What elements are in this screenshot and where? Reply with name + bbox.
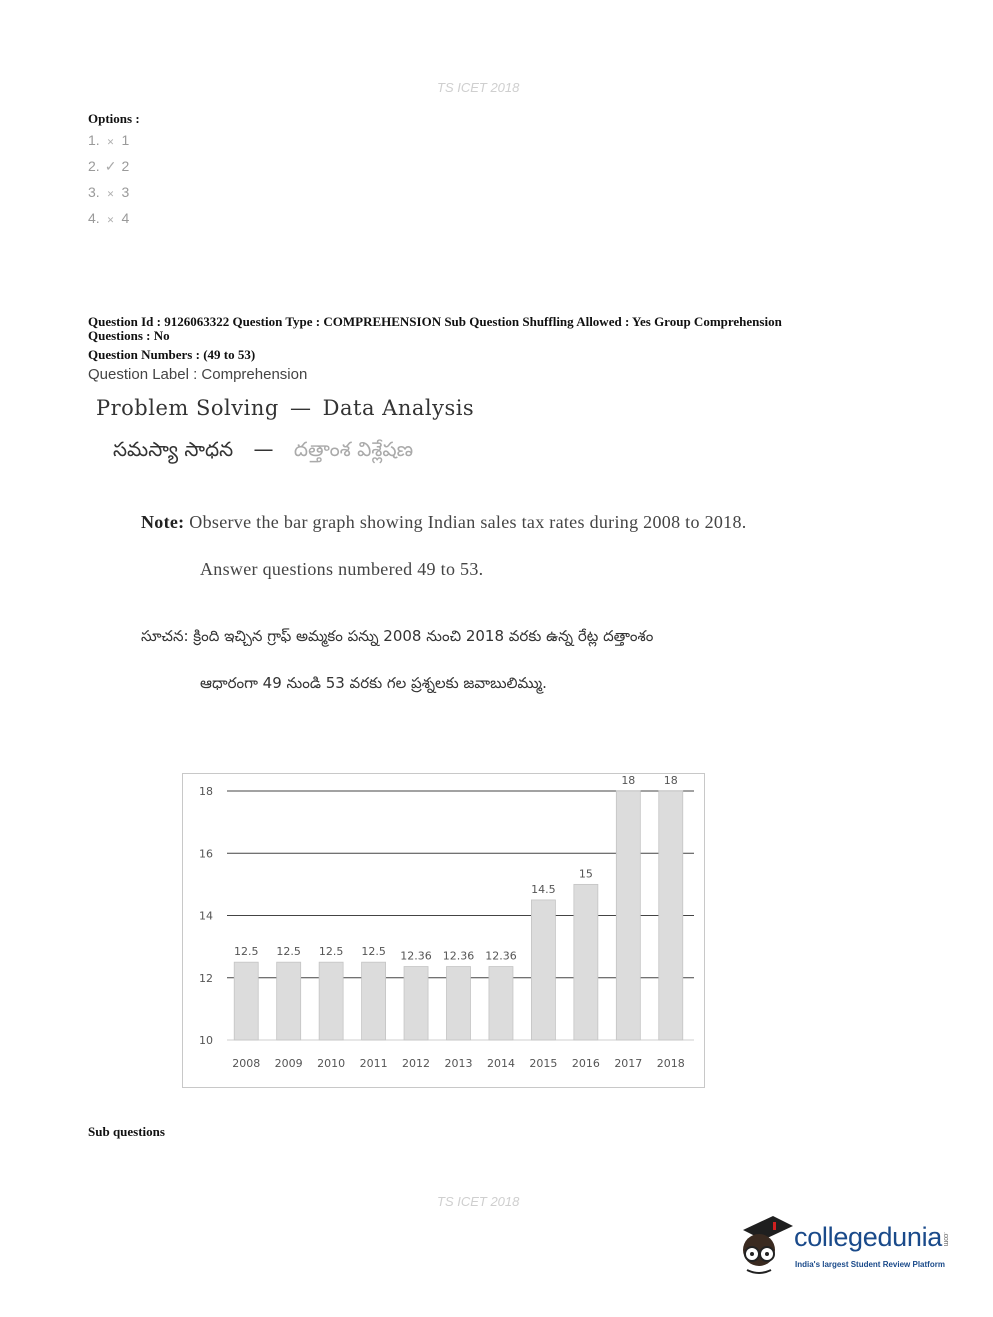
option-2 xyxy=(88,158,129,184)
option-value: 3 xyxy=(121,184,130,200)
question-meta-line2: Questions : No xyxy=(88,328,170,343)
bar xyxy=(234,962,258,1040)
option-value: 1 xyxy=(121,132,130,148)
note-text-1: Observe the bar graph showing Indian sales tax rates during 2008 to 2018. xyxy=(189,512,747,532)
brand-suffix: .com xyxy=(942,1231,950,1246)
title-problem-solving: Problem Solving xyxy=(96,396,279,420)
title-data-analysis: Data Analysis xyxy=(322,396,475,420)
bar-data-label: 12.5 xyxy=(233,945,259,959)
title-te-problem-solving: సమస్యా సాధన xyxy=(113,437,234,461)
bar xyxy=(489,967,513,1040)
bar-data-label: 12.36 xyxy=(485,949,517,963)
option-value: 2 xyxy=(121,158,130,174)
bar xyxy=(659,791,683,1040)
y-tick-label: 10 xyxy=(199,1034,213,1047)
x-tick-label: 2014 xyxy=(486,1057,515,1070)
bar-chart xyxy=(182,773,705,1088)
x-tick-label: 2015 xyxy=(529,1057,558,1070)
option-3 xyxy=(88,184,129,210)
bar xyxy=(319,962,343,1040)
option-number: 4. xyxy=(88,210,100,226)
question-numbers: Question Numbers : (49 to 53) xyxy=(88,347,256,362)
option-number: 2. xyxy=(88,158,100,174)
x-tick-label: 2008 xyxy=(232,1057,261,1070)
x-tick-label: 2016 xyxy=(571,1057,600,1070)
bar-data-label: 18 xyxy=(663,774,678,787)
collegedunia-logo[interactable] xyxy=(733,1212,963,1282)
x-tick-label: 2010 xyxy=(317,1057,346,1070)
bar xyxy=(404,967,428,1040)
note-line2: Answer questions numbered 49 to 53. xyxy=(200,559,484,579)
x-tick-label: 2009 xyxy=(274,1057,303,1070)
sub-questions-heading: Sub questions xyxy=(88,1124,165,1139)
watermark-top: TS ICET 2018 xyxy=(437,80,520,95)
x-tick-label: 2012 xyxy=(402,1057,431,1070)
x-tick-label: 2013 xyxy=(444,1057,473,1070)
x-tick-label: 2018 xyxy=(656,1057,685,1070)
bar xyxy=(616,791,640,1040)
bar xyxy=(531,900,555,1040)
watermark-bottom: TS ICET 2018 xyxy=(437,1194,520,1209)
bar-data-label: 12.36 xyxy=(400,949,432,963)
option-number: 1. xyxy=(88,132,100,148)
bar-data-label: 18 xyxy=(621,774,636,787)
brand-tagline: India's largest Student Review Platform xyxy=(795,1260,945,1269)
x-tick-label: 2011 xyxy=(359,1057,388,1070)
bar xyxy=(574,884,598,1040)
note-label: Note: xyxy=(141,512,185,532)
check-icon: ✓ xyxy=(104,158,117,174)
y-tick-label: 18 xyxy=(199,785,213,798)
question-label: Question Label : Comprehension xyxy=(88,366,308,383)
bar-data-label: 12.5 xyxy=(361,945,386,959)
option-4 xyxy=(88,210,129,236)
question-meta-line1: Question Id : 9126063322 Question Type : COMPREHENSION Sub Question Shuffling Allowed : Yes Group Comprehension xyxy=(88,314,782,329)
bar-data-label: 12.5 xyxy=(318,945,344,959)
bar-data-label: 15 xyxy=(578,867,593,881)
bar xyxy=(362,962,386,1040)
bar-data-label: 14.5 xyxy=(531,882,556,896)
bar xyxy=(277,962,301,1040)
x-tick-label: 2017 xyxy=(614,1057,643,1070)
option-value: 4 xyxy=(121,210,130,226)
option-number: 3. xyxy=(88,184,100,200)
question-meta xyxy=(88,315,868,343)
bar xyxy=(447,967,471,1040)
title-dash: — xyxy=(289,396,312,420)
options-list xyxy=(88,132,129,236)
option-1 xyxy=(88,132,129,158)
bar-chart-svg xyxy=(183,774,704,1087)
options-heading: Options : xyxy=(88,111,140,126)
note-line1 xyxy=(141,512,747,533)
mascot-icon xyxy=(733,1212,793,1280)
y-tick-label: 16 xyxy=(199,847,213,861)
section-title-english xyxy=(96,396,474,420)
bar-data-label: 12.36 xyxy=(442,949,475,963)
y-tick-label: 12 xyxy=(199,971,213,985)
cross-icon: ✕ xyxy=(106,215,115,225)
title-te-data-analysis: దత్తాంశ విశ్లేషణ xyxy=(293,437,414,461)
bar-data-label: 12.5 xyxy=(276,945,301,959)
brand-name: collegedunia xyxy=(794,1222,943,1252)
note-telugu-line1: సూచన: క్రింది ఇచ్చిన గ్రాఫ్ అమ్మకం పన్ను 2008 నుంచి 2018 వరకు ఉన్న రేట్ల దత్తాంశం xyxy=(141,627,654,645)
title-te-dash: — xyxy=(253,437,274,461)
section-title-telugu xyxy=(113,437,413,466)
y-tick-label: 14 xyxy=(199,909,213,923)
note-telugu-line2: ఆధారంగా 49 నుండి 53 వరకు గల ప్రశ్నలకు జవాబులిమ్ము. xyxy=(200,674,547,692)
cross-icon: ✕ xyxy=(106,137,115,147)
cross-icon: ✕ xyxy=(106,189,115,199)
